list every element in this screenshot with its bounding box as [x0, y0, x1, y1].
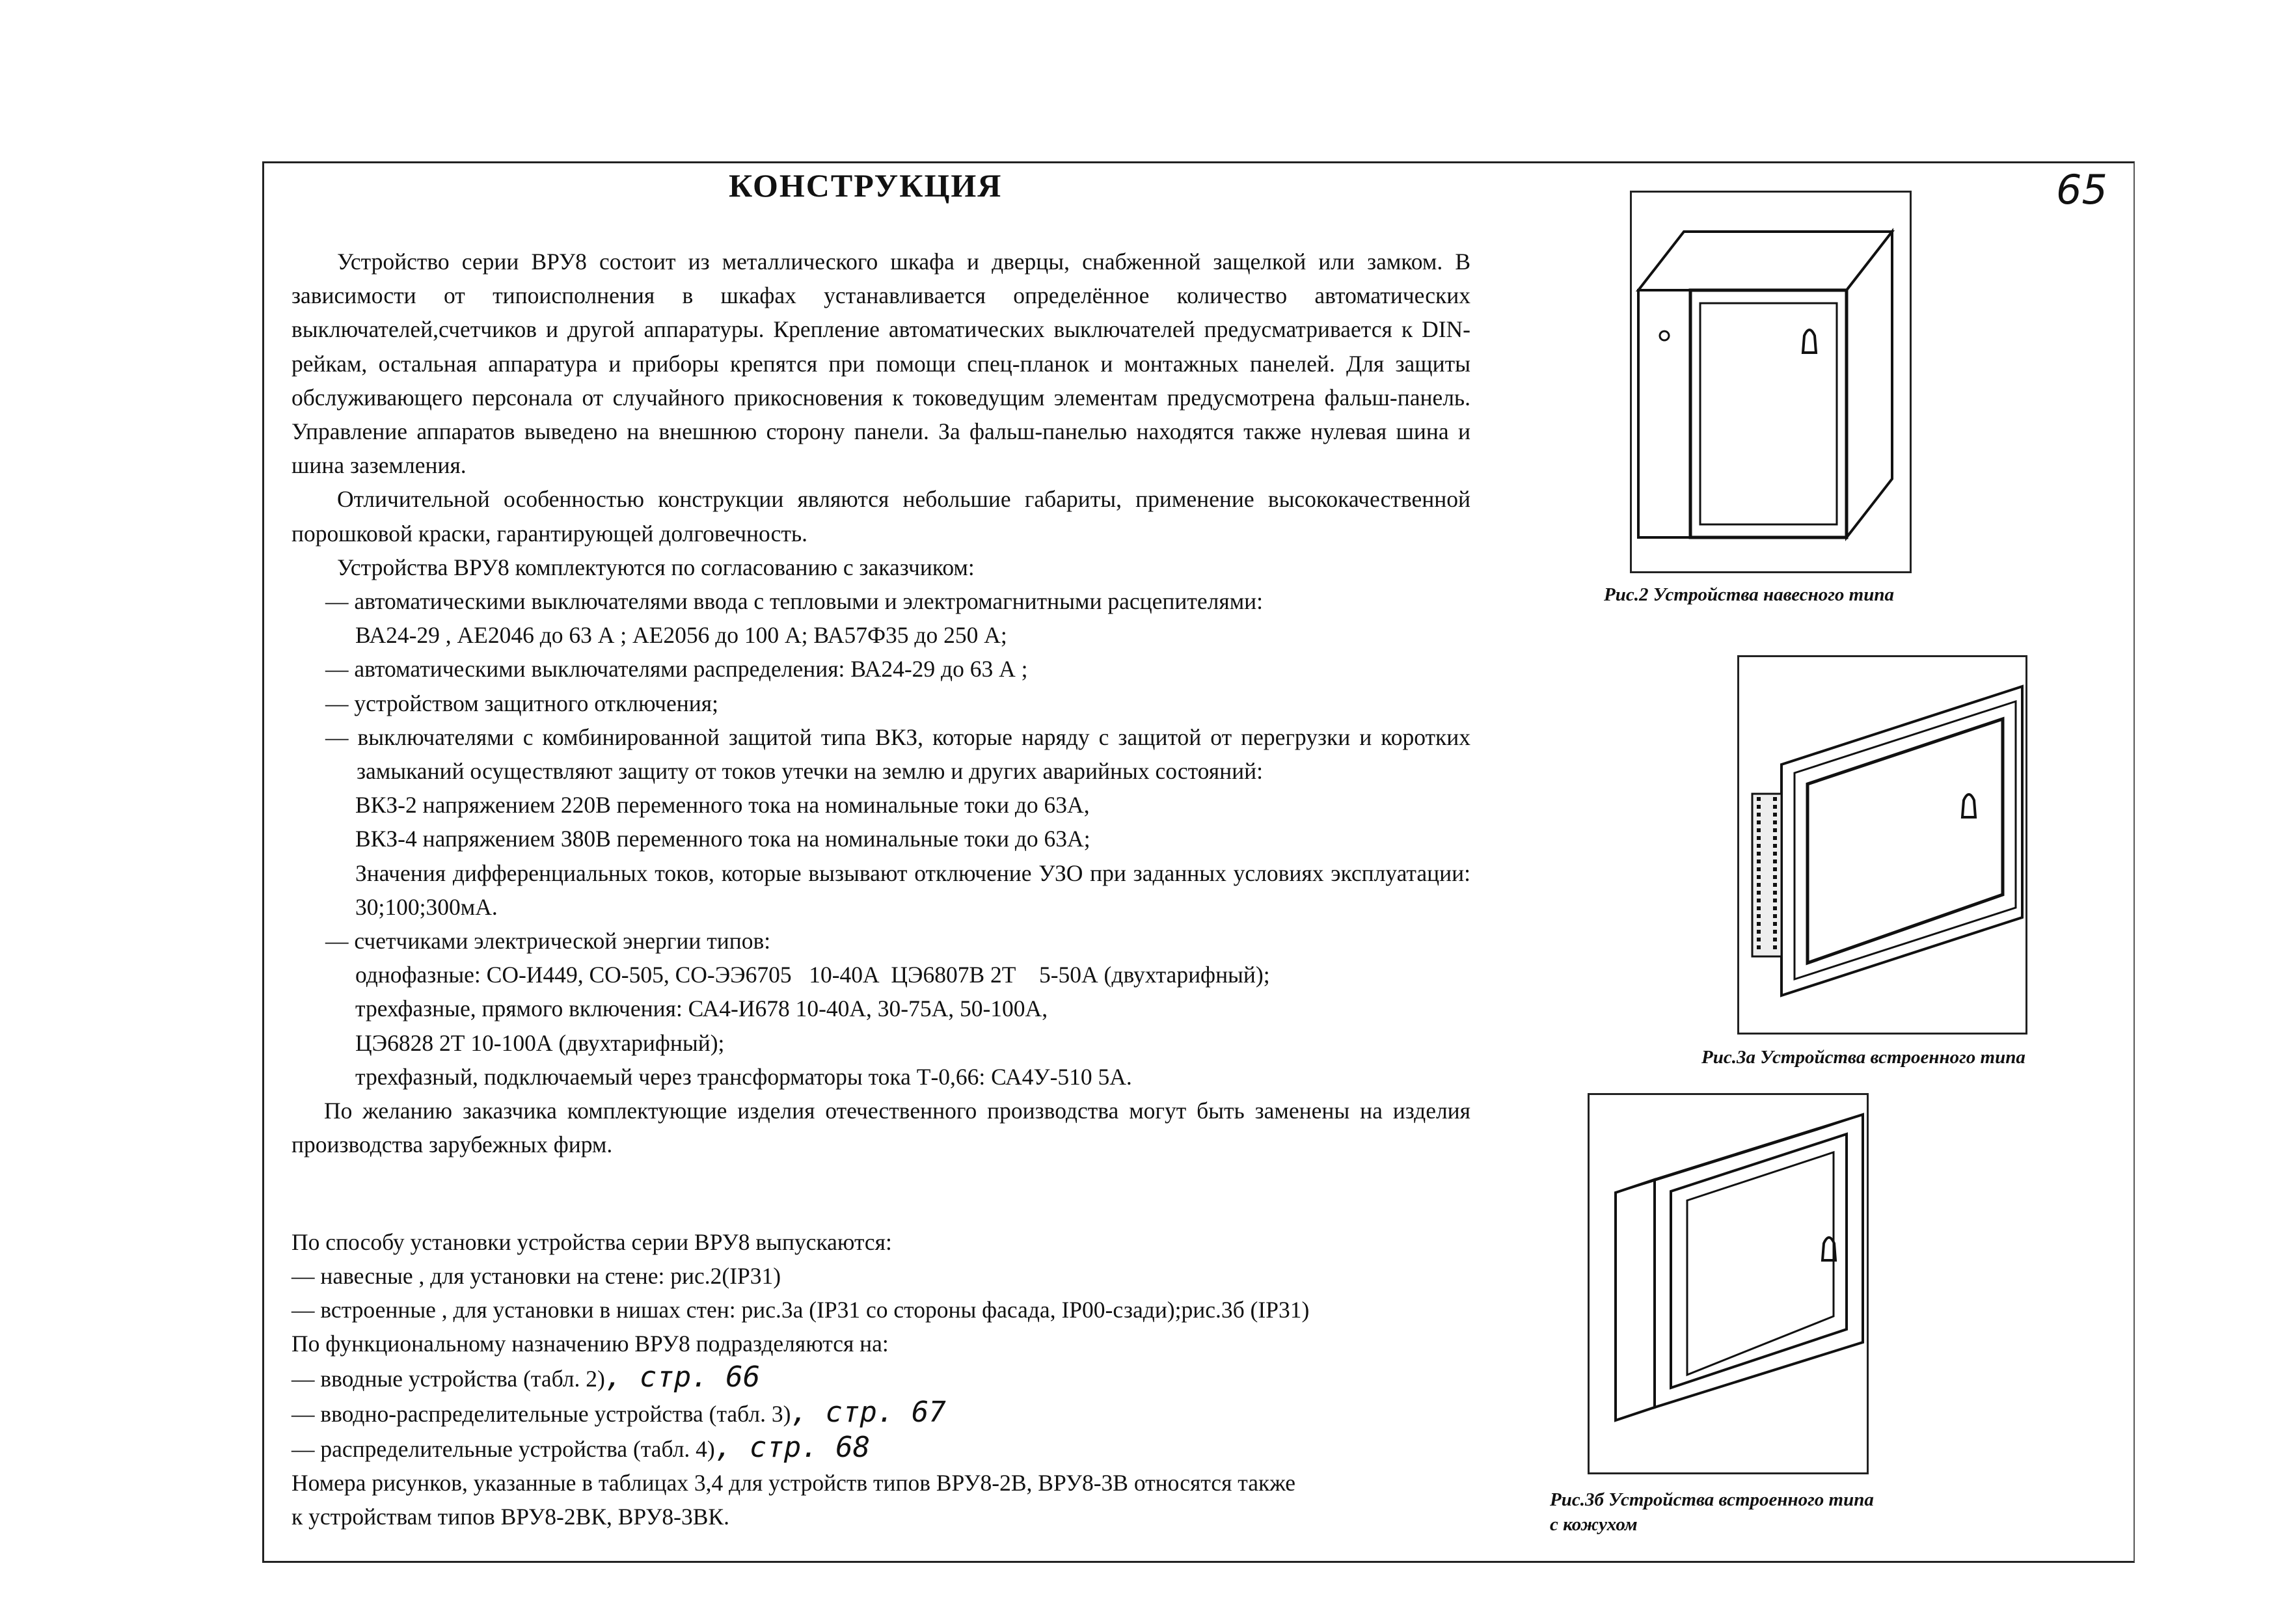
list-item	[291, 1360, 1463, 1396]
list-subitem: Значения дифференциальных токов, которые вызывают отключение УЗО при заданных условиях эксплуатации: 30;100;300мА.	[355, 859, 1470, 920]
list-item: — устройством защитного отключения;	[325, 690, 718, 716]
handwritten-page-ref: , стр. 68	[714, 1431, 871, 1464]
list-subitem: ЦЭ6828 2Т 10-100А (двухтарифный);	[355, 1029, 725, 1056]
cabinet-drawing-casing	[1590, 1095, 1867, 1472]
page-number: 65	[2056, 166, 2107, 213]
figure-built-in	[1737, 655, 2027, 1035]
figure-caption: Рис.2 Устройства навесного типа	[1604, 584, 1894, 605]
list-item	[291, 1431, 1463, 1466]
list-item	[291, 1396, 1463, 1431]
main-text	[291, 245, 1470, 1161]
figure-wall-mounted	[1630, 191, 1912, 573]
handwritten-page-ref: , стр. 66	[604, 1360, 761, 1394]
list-subitem: трехфазный, подключаемый через трансформаторы тока Т-0,66: СА4У-510 5А.	[355, 1063, 1132, 1090]
page-title: КОНСТРУКЦИЯ	[729, 167, 1003, 204]
list-item-text: — вводные устройства (табл. 2)	[291, 1366, 605, 1392]
paragraph: Устройства ВРУ8 комплектуются по согласованию с заказчиком:	[337, 554, 975, 580]
list-subitem: трехфазные, прямого включения: СА4-И678 10-40А, 30-75А, 50-100А,	[355, 995, 1048, 1022]
figure-caption: с кожухом	[1550, 1514, 1638, 1535]
list-subitem: однофазные: СО-И449, СО-505, СО-ЭЭ6705 10-40А ЦЭ6807В 2Т 5-50А (двухтарифный);	[355, 962, 1270, 988]
figure-caption: Рис.3а Устройства встроенного типа	[1701, 1047, 2025, 1068]
paragraph: Устройство серии ВРУ8 состоит из металлического шкафа и дверцы, снабженной защелкой или замком. В зависимости от типоисполнения в шкафах устанавливается определённое количество автоматических выключателей,счетчиков и другой аппаратуры. Крепление автоматических выключателей предусматривается к DIN-рейкам, остальная аппаратура и приборы крепятся при помощи спец-планок и монтажных панелей. Для защиты обслуживающего персонала от случайного прикосновения к токоведущим элементам предусмотрена фальш-панель. Управление аппаратов выведено на внешнюю сторону панели. За фальш-панелью находятся также нулевая шина и шина заземления.	[291, 249, 1470, 479]
list-item: — навесные , для установки на стене: рис.2(IP31)	[291, 1263, 781, 1289]
cabinet-drawing-built-in	[1739, 657, 2025, 1033]
figure-built-in-casing	[1588, 1093, 1869, 1474]
list-subitem: ВА24-29 , АЕ2046 до 63 А ; АЕ2056 до 100 А; ВА57Ф35 до 250 А;	[355, 622, 1007, 649]
paragraph: Отличительной особенностью конструкции являются небольшие габариты, применение высококачественной порошковой краски, гарантирующей долговечность.	[291, 486, 1470, 547]
paragraph: Номера рисунков, указанные в таблицах 3,4 для устройств типов ВРУ8-2В, ВРУ8-3В относятся также	[291, 1470, 1296, 1496]
installation-text	[291, 1225, 1463, 1534]
paragraph: По функциональному назначению ВРУ8 подразделяются на:	[291, 1331, 889, 1357]
paragraph: к устройствам типов ВРУ8-2ВК, ВРУ8-3ВК.	[291, 1504, 729, 1530]
list-item-text: — вводно-распределительные устройства (табл. 3)	[291, 1401, 791, 1427]
paragraph: По способу установки устройства серии ВРУ8 выпускаются:	[291, 1229, 892, 1255]
list-subitem: ВКЗ-4 напряжением 380В переменного тока на номинальные токи до 63А;	[355, 826, 1090, 852]
handwritten-page-ref: , стр. 67	[791, 1396, 946, 1429]
figure-caption: Рис.3б Устройства встроенного типа	[1550, 1489, 1874, 1510]
paragraph: По желанию заказчика комплектующие изделия отечественного производства могут быть заменены на изделия производства зарубежных фирм.	[291, 1098, 1470, 1158]
list-item: — встроенные , для установки в нишах стен: рис.3а (IP31 со стороны фасада, IP00-сзади);рис.3б (IP31)	[291, 1297, 1310, 1323]
cabinet-drawing-wall	[1632, 193, 1910, 571]
list-item: — автоматическими выключателями распределения: ВА24-29 до 63 А ;	[325, 656, 1028, 683]
list-item: — выключателями с комбинированной защитой типа ВКЗ, которые наряду с защитой от перегрузки и коротких замыканий осуществляют защиту от токов утечки на землю и других аварийных состояний:	[325, 724, 1470, 785]
list-item: — автоматическими выключателями ввода с тепловыми и электромагнитными расцепителями:	[325, 588, 1264, 615]
list-subitem: ВКЗ-2 напряжением 220В переменного тока на номинальные токи до 63А,	[355, 792, 1090, 819]
list-item-text: — распределительные устройства (табл. 4)	[291, 1436, 715, 1462]
list-item: — счетчиками электрической энергии типов:	[325, 928, 771, 954]
